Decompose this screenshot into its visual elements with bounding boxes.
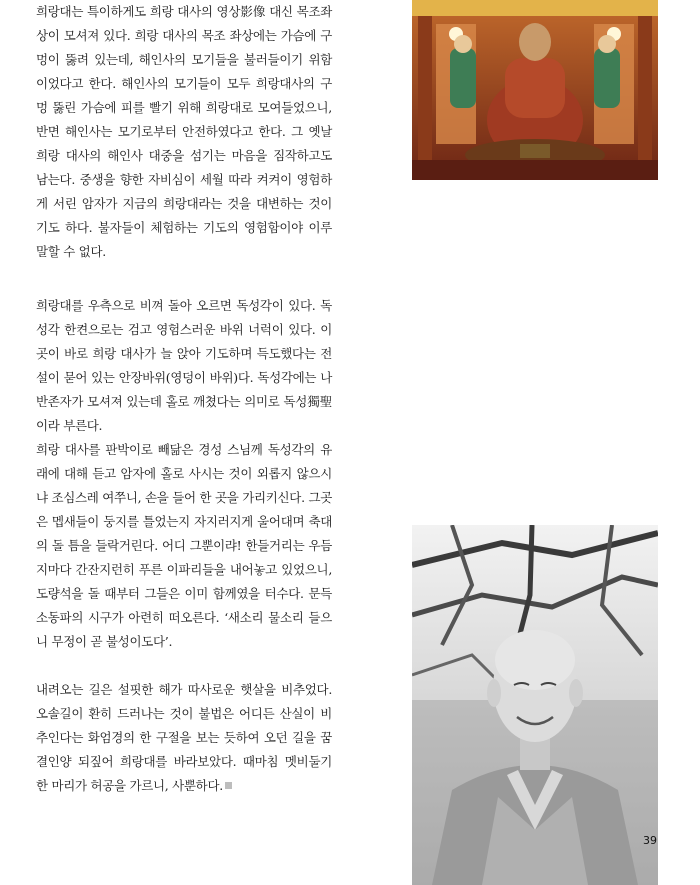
end-mark-icon bbox=[225, 782, 232, 789]
monk-portrait-illustration bbox=[412, 525, 658, 885]
article-paragraph: 희랑 대사를 판박이로 빼닮은 경성 스님께 독성각의 유래에 대해 듣고 암자에 홀로 사시는 것이 외롭지 않으시냐 조심스레 여쭈니, 손을 들어 한 곳을 가리키신다. 그곳은 멥새들이 둥지를 틀었는지 자지러지게 울어대며 축대의 돌 틈을 들락거린다. 어디 그뿐이랴! 한들거리는 우듬지마다 간잔지런히 푸른 이파리들을 내어놓고 있었으니, 도량석을 돌 때부터 그들은 이미 함께였을 터수다. 문득 소동파의 시구가 아련히 떠오른다. ‘새소리 물소리 들으니 무정이 곧 불성이도다’. bbox=[36, 442, 332, 649]
article-paragraph: 희랑대를 우측으로 비껴 돌아 오르면 독성각이 있다. 독성각 한켠으로는 검고 영험스러운 바위 너럭이 있다. 이곳이 바로 희랑 대사가 늘 앉아 기도하며 득도했다는 전설이 묻어 있는 안장바위(영덩이 바위)다. 독성각에는 나반존자가 모셔져 있는데 홀로 깨쳤다는 의미로 독성獨聖이라 부른다. bbox=[36, 298, 332, 433]
article-paragraph-text: 내려오는 길은 설핏한 해가 따사로운 햇살을 비추었다. 오솔길이 환히 드러나는 것이 불법은 어디든 산실이 비추인다는 화엄경의 한 구절을 보는 듯하여 오던 길을 꿈결인양 되짚어 희랑대를 바라보았다. 때마침 멧비둘기 한 마리가 허공을 가르니, 사뿐하다. bbox=[36, 682, 332, 793]
page-number: 39 bbox=[643, 834, 657, 847]
article-body bbox=[36, 0, 332, 798]
article-paragraph-final bbox=[36, 678, 332, 798]
shrine-statue-photo bbox=[412, 0, 658, 180]
shrine-statue-illustration bbox=[412, 0, 658, 180]
monk-portrait-photo bbox=[412, 525, 658, 885]
article-paragraph: 희랑대는 특이하게도 희랑 대사의 영상影像 대신 목조좌상이 모셔져 있다. 희랑 대사의 목조 좌상에는 가슴에 구멍이 뚫려 있는데, 해인사의 모기들을 불러들이기 위함이었다고 한다. 해인사의 모기들이 모두 희랑대사의 구멍 뚫린 가슴에 피를 빨기 위해 희랑대로 모여들었으니, 반면 해인사는 모기로부터 안전하였다고 한다. 그 옛날 희랑 대사의 해인사 대중을 섬기는 마음을 짐작하고도 남는다. 중생을 향한 자비심이 세월 따라 켜켜이 영험하게 서린 암자가 지금의 희랑대라는 것을 대변하는 것이기도 하다. 불자들이 체험하는 기도의 영험함이야 이루 말할 수 없다. bbox=[36, 4, 332, 259]
